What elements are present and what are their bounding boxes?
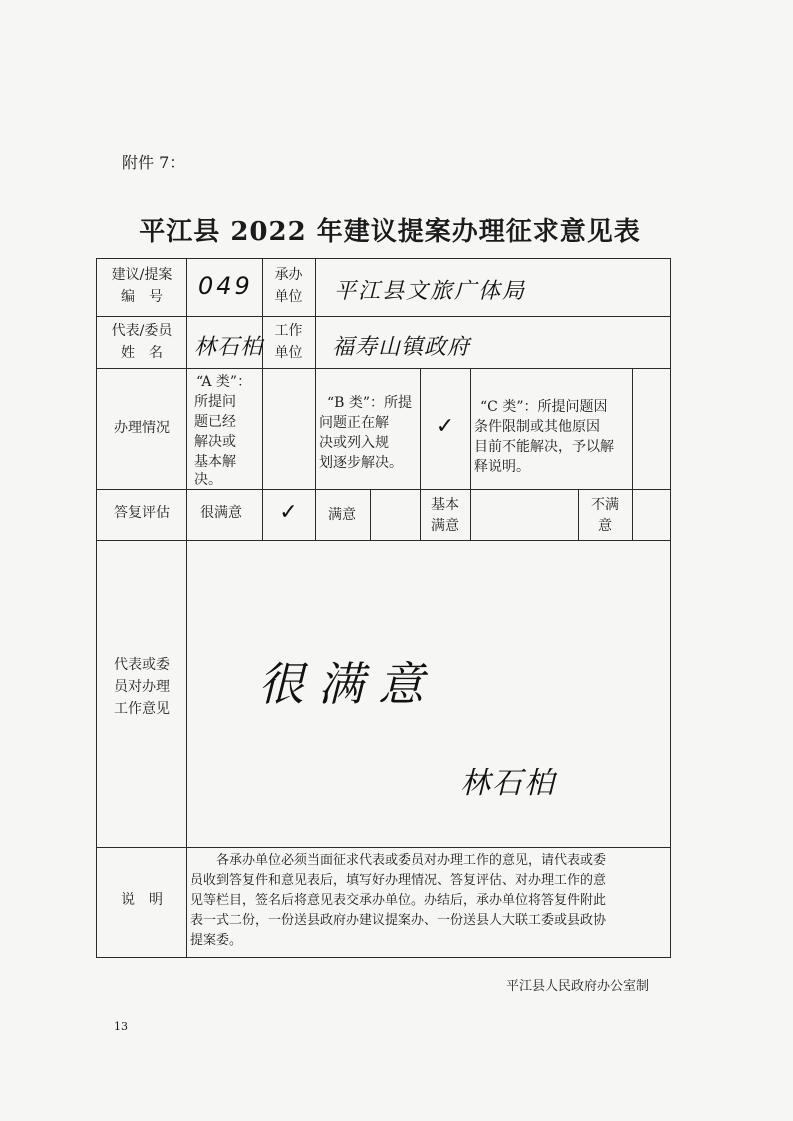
row-divider: [96, 489, 670, 490]
column-divider: [315, 258, 316, 368]
row-divider: [96, 368, 670, 369]
note-line: 表一式二份，一份送县政府办建议提案办、一份送县人大联工委或县政协: [190, 913, 607, 928]
unsatisfied-label: 意: [598, 518, 612, 534]
proposal-number-label: 编 号: [121, 289, 163, 305]
signature: 林石柏: [460, 766, 556, 801]
representative-name-label: 代表/委员: [111, 323, 173, 339]
basically-satisfied-label: 满意: [431, 518, 459, 534]
proposal-number-label: 建议/提案: [111, 267, 173, 283]
category-a-line: 所提问: [194, 394, 236, 410]
opinion-label-line: 代表或委: [114, 657, 170, 673]
category-c-line: “C 类”：所提问题因: [480, 399, 608, 415]
table-border-top: [96, 258, 670, 259]
opinion-label-line: 员对办理: [114, 679, 170, 695]
work-unit-label: 单位: [274, 345, 303, 361]
note-text: [190, 851, 668, 951]
category-b-line: 划逐步解决。: [319, 455, 403, 471]
handling-unit-value: 平江县文旅广体局: [334, 279, 527, 304]
page-title: 平江县 2022 年建议提案办理征求意见表: [139, 217, 641, 247]
column-divider: [370, 489, 371, 540]
opinion-handwritten: 很满意: [258, 657, 438, 711]
handling-unit-label: 承办: [274, 267, 303, 283]
column-divider: [315, 368, 316, 540]
work-unit-value: 福寿山镇政府: [332, 335, 471, 360]
table-border-right: [670, 258, 671, 958]
row-divider: [96, 540, 670, 541]
category-a-line: 解决或: [194, 434, 236, 450]
row-divider: [96, 847, 670, 848]
opinion-label-line: 工作意见: [114, 701, 170, 717]
row-divider: [96, 316, 670, 317]
category-a-line: 基本解: [194, 454, 236, 470]
note-line: 各承办单位必须当面征求代表或委员对办理工作的意见，请代表或委: [190, 853, 607, 868]
very-satisfied-label: 很满意: [200, 505, 242, 521]
table-border-bottom: [96, 957, 670, 958]
page-number: 13: [114, 1020, 128, 1033]
category-b-line: “B 类”：所提: [327, 395, 413, 411]
handling-unit-label: 单位: [274, 289, 303, 305]
category-a-line: 决。: [194, 472, 222, 488]
unsatisfied-label: 不满: [591, 497, 619, 513]
category-b-line: 问题正在解: [319, 415, 389, 431]
note-line: 见等栏目，签名后将意见表交承办单位。办结后，承办单位将答复件附此: [190, 893, 607, 908]
attachment-label: 附件 7：: [122, 153, 186, 172]
note-line: 提案委。: [190, 933, 243, 948]
very-satisfied-check-mark: ✓: [279, 500, 298, 525]
satisfied-label: 满意: [328, 507, 356, 523]
reply-evaluation-label: 答复评估: [114, 505, 170, 521]
category-c-line: 目前不能解决，予以解: [474, 439, 614, 455]
category-c-line: 释说明。: [474, 459, 530, 475]
category-a-line: 题已经: [194, 414, 236, 430]
footer-issuer: 平江县人民政府办公室制: [506, 979, 650, 994]
note-line: 员收到答复件和意见表后，填写好办理情况、答复评估、对办理工作的意: [190, 873, 607, 888]
table-border-left: [96, 258, 97, 958]
column-divider: [632, 368, 633, 489]
category-a-line: “A 类”：: [196, 374, 252, 390]
note-label: 说 明: [121, 892, 163, 908]
handling-status-label: 办理情况: [114, 420, 170, 436]
basically-satisfied-label: 基本: [431, 497, 459, 513]
column-divider: [470, 368, 471, 540]
column-divider: [632, 489, 633, 540]
category-b-check-mark: ✓: [435, 414, 455, 439]
proposal-number-value: 049: [198, 272, 253, 300]
column-divider: [186, 258, 187, 958]
representative-name-label: 姓 名: [121, 345, 163, 361]
representative-name-value: 林石柏: [194, 335, 264, 360]
category-b-line: 决或列入规: [319, 435, 389, 451]
category-c-line: 条件限制或其他原因: [474, 419, 600, 435]
work-unit-label: 工作: [274, 323, 303, 339]
